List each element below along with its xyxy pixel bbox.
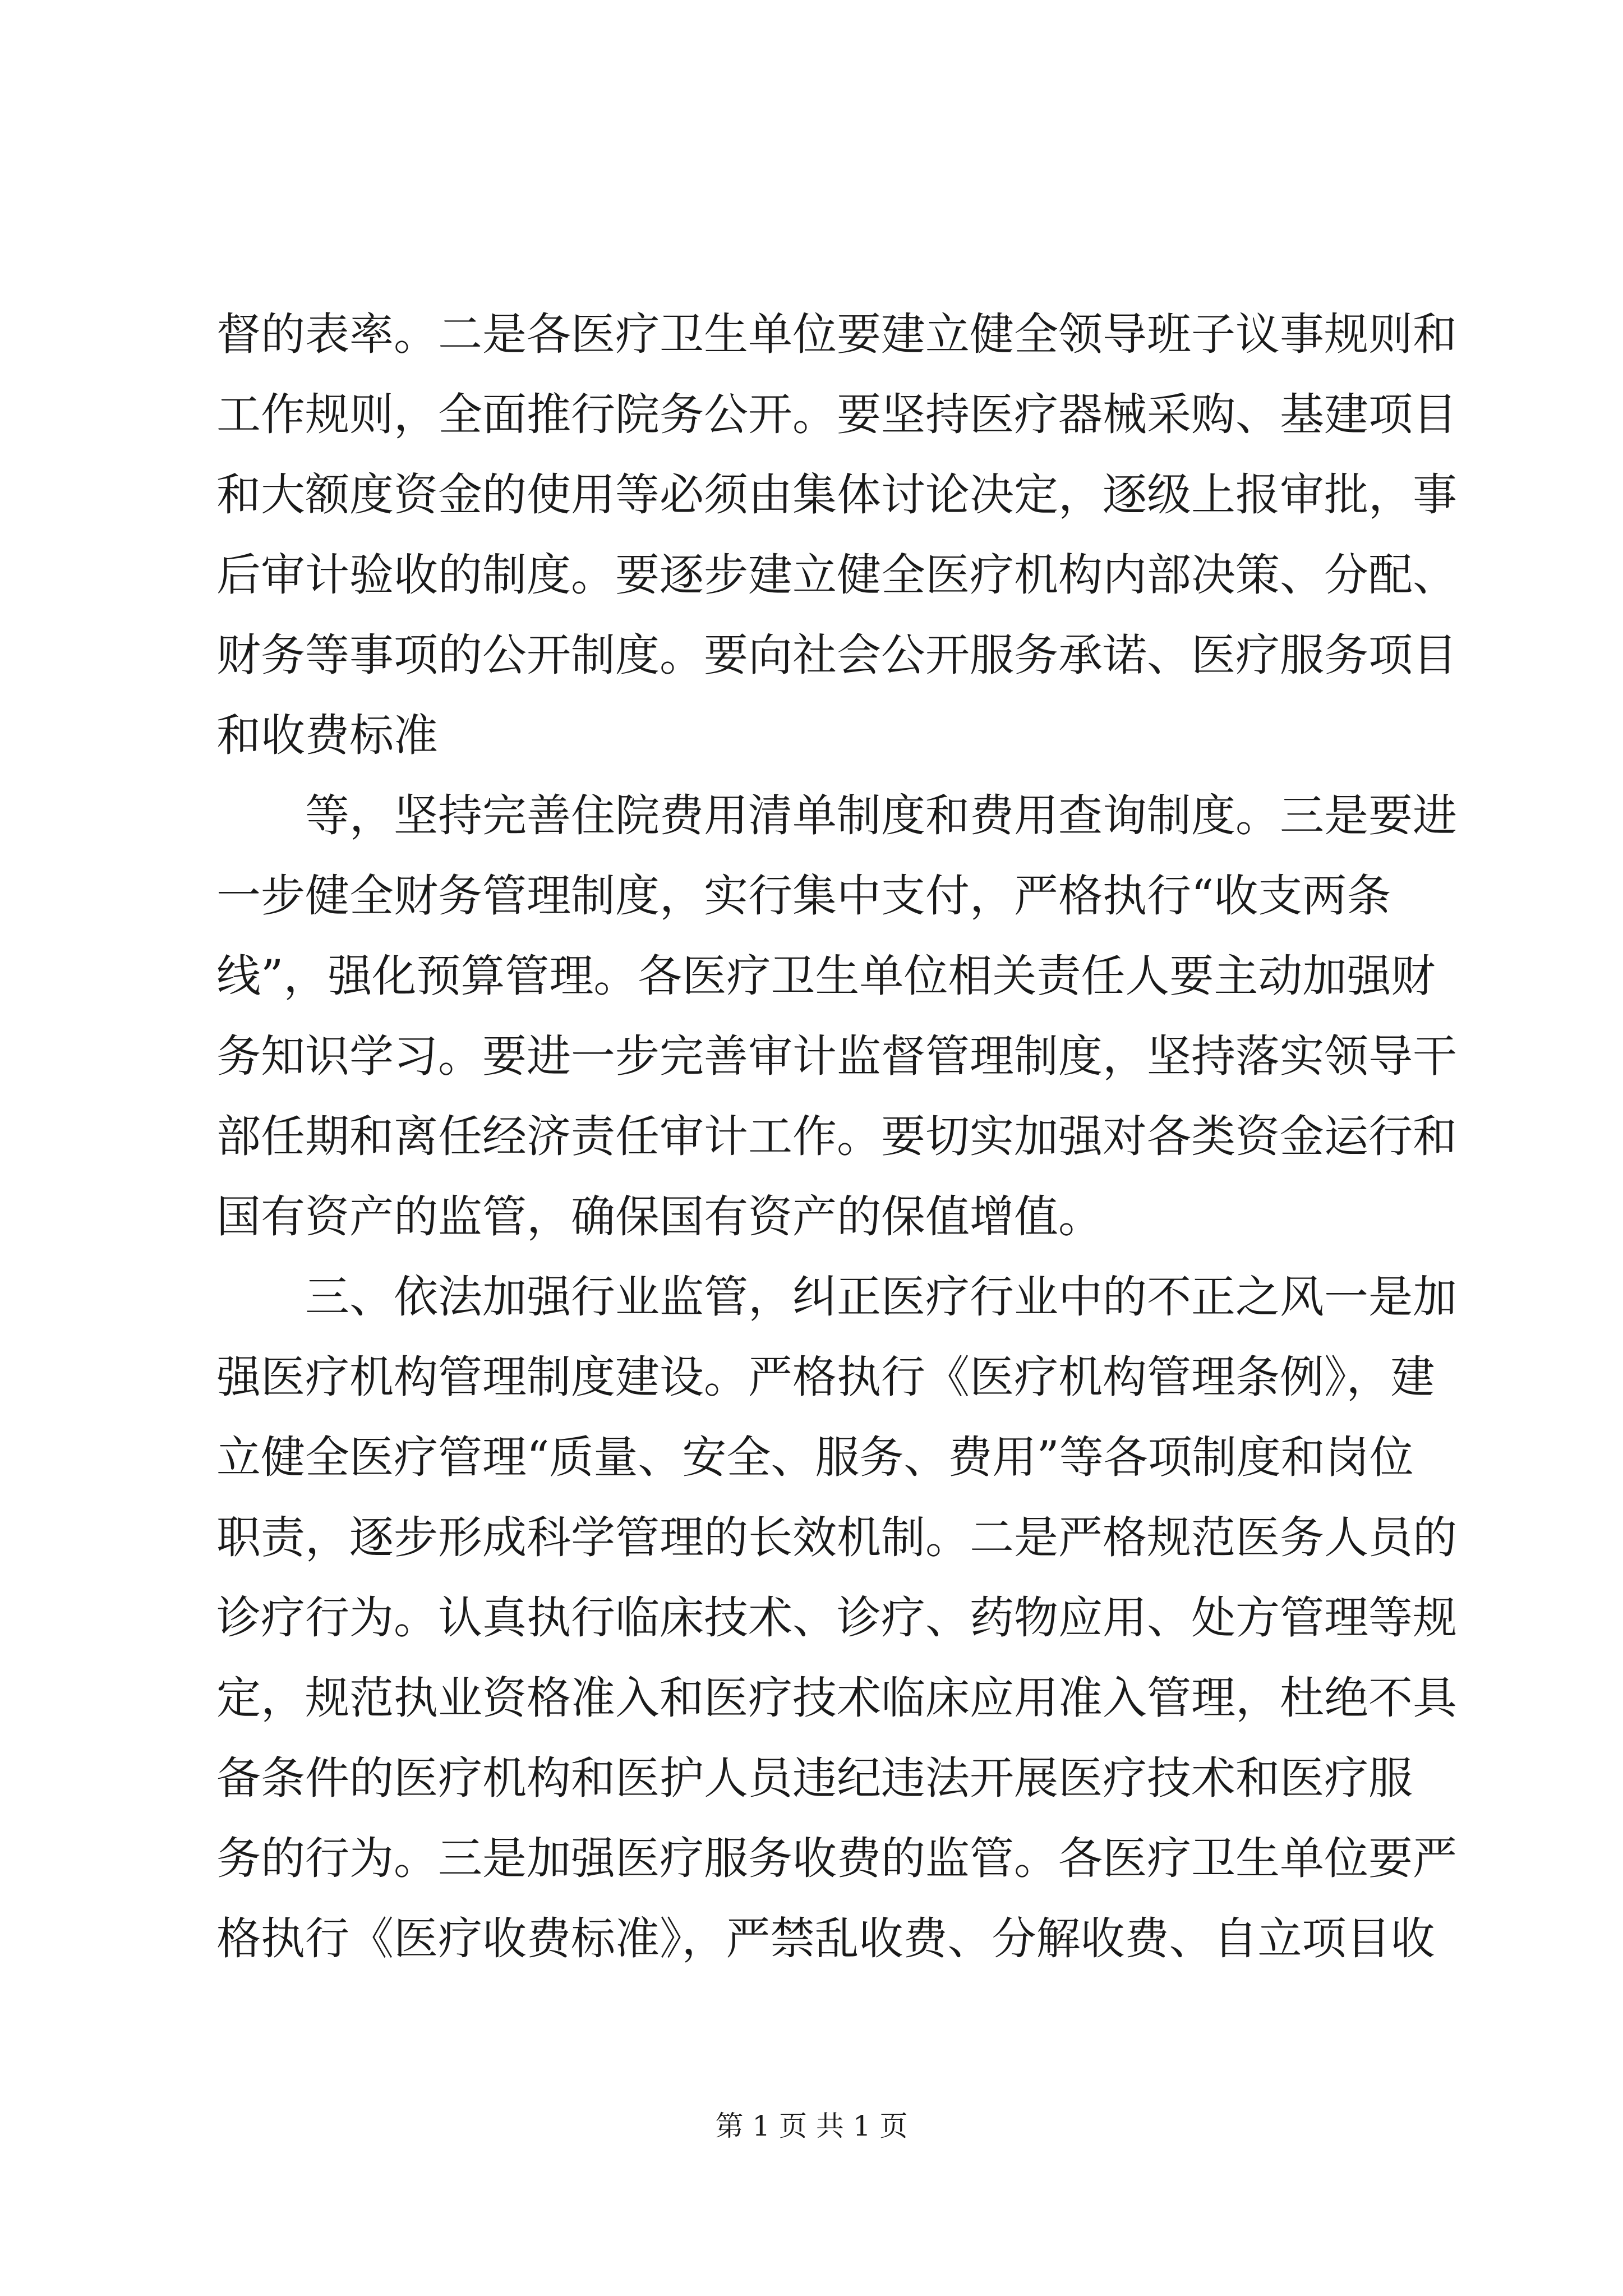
text-line: 财务等事项的公开制度。要向社会公开服务承诺、医疗服务项目 (216, 629, 1457, 681)
text-line: 一步健全财务管理制度，实行集中支付，严格执行“收支两条 (216, 870, 1391, 922)
text-line: 诊疗行为。认真执行临床技术、诊疗、药物应用、处方管理等规 (216, 1592, 1457, 1644)
text-line: 和收费标准 (216, 710, 438, 761)
text-line: 职责，逐步形成科学管理的长效机制。二是严格规范医务人员的 (216, 1512, 1457, 1563)
page-footer: 第 1 页 共 1 页 (715, 2110, 908, 2142)
text-line: 后审计验收的制度。要逐步建立健全医疗机构内部决策、分配、 (216, 549, 1457, 601)
document-body (216, 295, 1457, 1979)
text-line: 格执行《医疗收费标准》，严禁乱收费、分解收费、自立项目收 (216, 1913, 1435, 1964)
text-line: 国有资产的监管，确保国有资产的保值增值。 (216, 1191, 1103, 1243)
text-line: 线”，强化预算管理。各医疗卫生单位相关责任人要主动加强财 (216, 950, 1436, 1002)
text-line: 务知识学习。要进一步完善审计监督管理制度，坚持落实领导干 (216, 1030, 1457, 1082)
text-line: 强医疗机构管理制度建设。严格执行《医疗机构管理条例》，建 (216, 1351, 1435, 1403)
paragraph-1 (216, 295, 1457, 776)
text-line: 三、依法加强行业监管，纠正医疗行业中的不正之风一是加 (216, 1271, 1457, 1323)
text-line: 定，规范执业资格准入和医疗技术临床应用准入管理，杜绝不具 (216, 1672, 1457, 1724)
text-line: 和大额度资金的使用等必须由集体讨论决定，逐级上报审批，事 (216, 469, 1457, 521)
text-line: 务的行为。三是加强医疗服务收费的监管。各医疗卫生单位要严 (216, 1833, 1457, 1884)
paragraph-3 (216, 1257, 1457, 1979)
text-line: 督的表率。二是各医疗卫生单位要建立健全领导班子议事规则和 (216, 309, 1457, 360)
text-line: 等，坚持完善住院费用清单制度和费用查询制度。三是要进 (216, 790, 1457, 841)
text-line: 立健全医疗管理“质量、安全、服务、费用”等各项制度和岗位 (216, 1432, 1414, 1483)
paragraph-2 (216, 776, 1457, 1257)
text-line: 备条件的医疗机构和医护人员违纪违法开展医疗技术和医疗服 (216, 1752, 1413, 1804)
text-line: 部任期和离任经济责任审计工作。要切实加强对各类资金运行和 (216, 1111, 1457, 1162)
text-line: 工作规则，全面推行院务公开。要坚持医疗器械采购、基建项目 (216, 389, 1457, 440)
